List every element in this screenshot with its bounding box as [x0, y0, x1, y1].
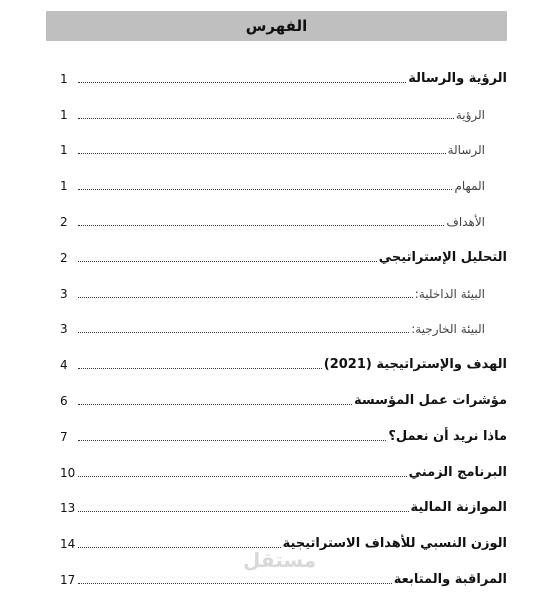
toc-entry-title: الأهداف — [446, 214, 485, 229]
toc-entry[interactable] — [46, 450, 507, 486]
toc-dot-leader — [78, 332, 409, 333]
toc-entry[interactable] — [46, 307, 507, 343]
toc-entry[interactable] — [46, 199, 507, 235]
toc-dot-leader — [78, 440, 386, 441]
toc-entry-page: 3 — [60, 286, 68, 301]
toc-entry-page: 1 — [60, 107, 68, 122]
toc-header — [46, 11, 507, 41]
toc-dot-leader — [78, 189, 452, 190]
toc-entry[interactable] — [46, 235, 507, 271]
toc-dot-leader — [78, 261, 377, 262]
toc-entry-page: 14 — [60, 537, 76, 552]
toc-entry-title: البرنامج الزمني — [408, 464, 507, 480]
toc-entry-page: 13 — [60, 501, 76, 516]
toc-entry-title: مؤشرات عمل المؤسسة — [354, 392, 507, 408]
toc-title: الفهرس — [245, 17, 308, 35]
toc-entry-page: 10 — [60, 465, 76, 480]
toc-entry-page: 7 — [60, 429, 68, 444]
toc-dot-leader — [78, 404, 352, 405]
toc-entry-page: 2 — [60, 214, 68, 229]
toc-entry-title: البيئة الداخلية: — [414, 286, 485, 301]
toc-entry[interactable] — [46, 486, 507, 522]
toc-entry-title: الموازنة المالية — [410, 500, 507, 516]
toc-dot-leader — [78, 476, 407, 477]
toc-entry-page: 17 — [60, 572, 76, 587]
watermark-logo: مستقل — [243, 548, 317, 572]
toc-entry[interactable] — [46, 342, 507, 378]
toc-entry-page: 6 — [60, 393, 68, 408]
toc-entry[interactable] — [46, 414, 507, 450]
toc-dot-leader — [78, 82, 406, 83]
toc-entry-title: المهام — [454, 179, 485, 194]
toc-list — [46, 56, 507, 593]
toc-entry-title: الهدف والإستراتيجية (2021) — [323, 357, 507, 373]
toc-dot-leader — [78, 511, 409, 512]
toc-entry-title: الرؤية — [455, 107, 485, 122]
toc-entry-page: 1 — [60, 71, 68, 86]
toc-entry[interactable] — [46, 56, 507, 92]
toc-entry[interactable] — [46, 378, 507, 414]
toc-entry-title: الوزن النسبي للأهداف الاستراتيجية — [282, 536, 507, 552]
toc-dot-leader — [78, 368, 322, 369]
toc-entry-title: ماذا نريد أن نعمل؟ — [388, 428, 507, 444]
toc-dot-leader — [78, 118, 454, 119]
toc-entry[interactable] — [46, 271, 507, 307]
toc-entry-title: التحليل الإستراتيجي — [378, 249, 507, 265]
toc-entry[interactable] — [46, 163, 507, 199]
toc-entry-title: البيئة الخارجية: — [411, 322, 485, 337]
toc-dot-leader — [78, 153, 446, 154]
toc-entry-title: المراقبة والمتابعة — [393, 571, 507, 587]
toc-dot-leader — [78, 225, 444, 226]
toc-entry-page: 3 — [60, 322, 68, 337]
toc-entry[interactable] — [46, 92, 507, 128]
toc-dot-leader — [78, 583, 392, 584]
toc-dot-leader — [78, 297, 413, 298]
toc-entry[interactable] — [46, 128, 507, 164]
toc-entry-page: 4 — [60, 358, 68, 373]
toc-entry-page: 2 — [60, 250, 68, 265]
toc-entry-page: 1 — [60, 143, 68, 158]
toc-entry-title: الرؤية والرسالة — [408, 70, 507, 86]
toc-entry-title: الرسالة — [447, 143, 485, 158]
toc-entry-page: 1 — [60, 179, 68, 194]
